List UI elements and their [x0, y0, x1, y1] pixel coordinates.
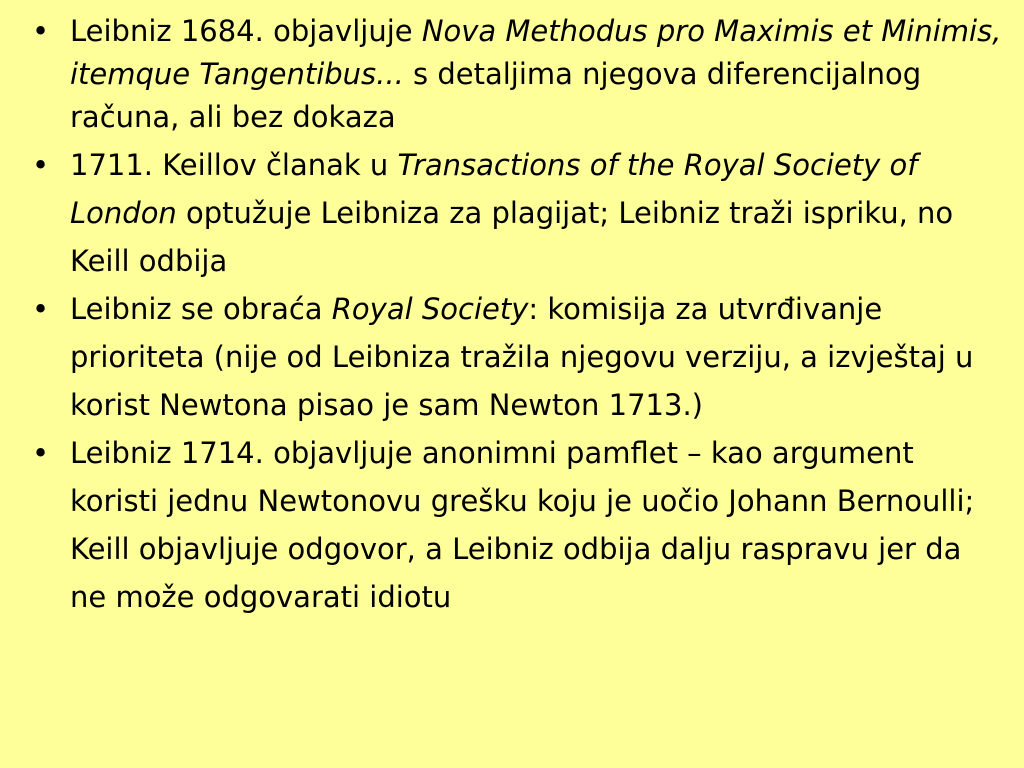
list-item-text [70, 10, 1004, 139]
text-segment: Leibniz 1684. objavljuje [70, 14, 422, 48]
bullet-icon: • [32, 436, 50, 470]
list-item-text [70, 141, 1004, 285]
text-segment: optužuje Leibniza za plagijat; Leibniz traži ispriku, no Keill odbija [70, 196, 954, 278]
bullet-icon: • [32, 292, 50, 326]
text-segment: s detaljima njegova diferencijalnog računa, ali bez dokaza [70, 57, 922, 134]
italic-title: Royal Society [331, 292, 529, 326]
list-item [32, 429, 1004, 621]
list-item [32, 10, 1004, 139]
text-segment: Leibniz 1714. objavljuje anonimni pamflet – kao argument koristi jednu Newtonovu grešku koju je uočio Johann Bernoulli; Keill objavljuje odgovor, a Leibniz odbija dalju raspravu jer da ne može odgovarati idiotu [70, 436, 975, 614]
italic-title: Transactions of the Royal Society of London [70, 148, 918, 230]
text-segment: Leibniz se obraća [70, 292, 332, 326]
list-item-text [70, 429, 1004, 621]
list-item-text [70, 285, 1004, 429]
text-segment: : komisija za utvrđivanje prioriteta (nije od Leibniza tražila njegovu verziju, a izvještaj u korist Newtona pisao je sam Newton 1713.) [70, 292, 974, 422]
bullet-list [32, 10, 1004, 621]
list-item [32, 141, 1004, 285]
list-item [32, 285, 1004, 429]
italic-title: Nova Methodus pro Maximis et Minimis, itemque Tangentibus... [70, 14, 1002, 91]
bullet-icon: • [32, 14, 50, 48]
bullet-icon: • [32, 148, 50, 182]
text-segment: 1711. Keillov članak u [70, 148, 398, 182]
